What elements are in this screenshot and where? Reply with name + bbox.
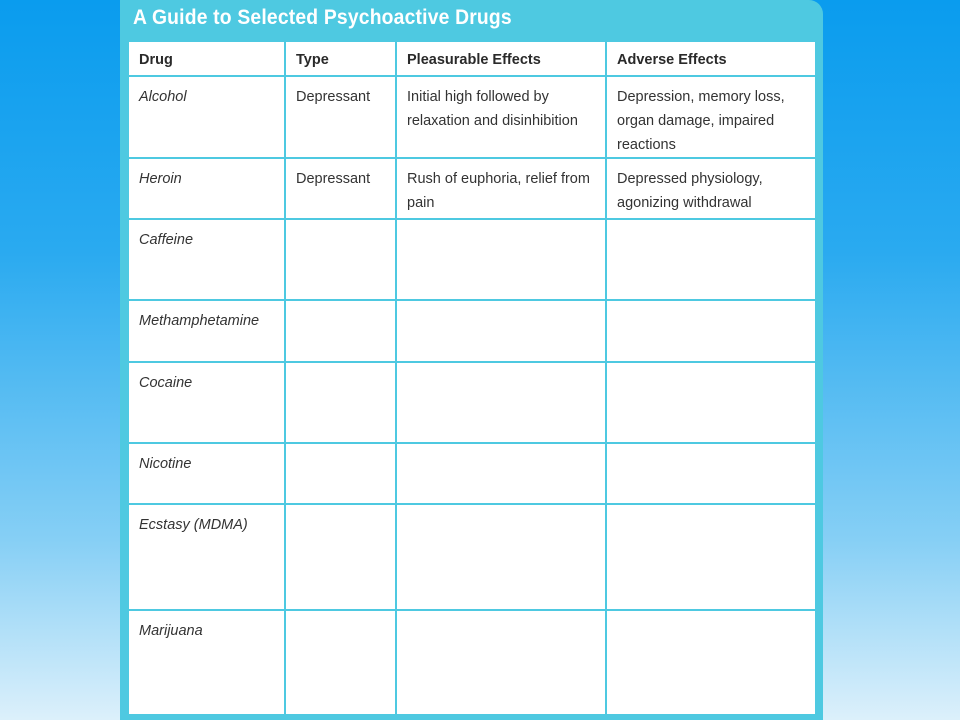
type-cell [285, 504, 396, 610]
adverse-cell [606, 300, 816, 362]
type-cell [285, 610, 396, 715]
table-row-heroin [128, 158, 816, 219]
type-cell [285, 300, 396, 362]
drug-cell: Nicotine [128, 443, 285, 504]
table-row-ecstasy [128, 504, 816, 610]
drug-cell: Caffeine [128, 219, 285, 300]
type-cell [285, 362, 396, 443]
pleasurable-cell: Rush of euphoria, relief from pain [396, 158, 606, 219]
table-header-row [128, 41, 816, 76]
adverse-cell [606, 362, 816, 443]
pleasurable-cell [396, 610, 606, 715]
type-cell [285, 219, 396, 300]
drug-cell: Ecstasy (MDMA) [128, 504, 285, 610]
header-drug: Drug [128, 41, 285, 76]
pleasurable-cell [396, 443, 606, 504]
table-row-nicotine [128, 443, 816, 504]
type-cell: Depressant [285, 76, 396, 158]
drug-cell: Marijuana [128, 610, 285, 715]
pleasurable-cell [396, 219, 606, 300]
header-adverse-effects: Adverse Effects [606, 41, 816, 76]
drug-cell: Heroin [128, 158, 285, 219]
header-pleasurable-effects: Pleasurable Effects [396, 41, 606, 76]
adverse-cell [606, 219, 816, 300]
adverse-cell [606, 443, 816, 504]
table-row-marijuana [128, 610, 816, 715]
drug-cell: Methamphetamine [128, 300, 285, 362]
pleasurable-cell: Initial high followed by relaxation and disinhibition [396, 76, 606, 158]
adverse-cell: Depression, memory loss, organ damage, impaired reactions [606, 76, 816, 158]
table-row-methamphetamine [128, 300, 816, 362]
type-cell: Depressant [285, 158, 396, 219]
adverse-cell [606, 504, 816, 610]
psychoactive-drugs-table [127, 40, 817, 716]
table-container [127, 40, 815, 714]
drug-cell: Cocaine [128, 362, 285, 443]
pleasurable-cell [396, 300, 606, 362]
adverse-cell: Depressed physiology, agonizing withdrawal [606, 158, 816, 219]
table-row-caffeine [128, 219, 816, 300]
page-title: A Guide to Selected Psychoactive Drugs [133, 6, 512, 29]
header-type: Type [285, 41, 396, 76]
table-row-alcohol [128, 76, 816, 158]
table-row-cocaine [128, 362, 816, 443]
pleasurable-cell [396, 504, 606, 610]
type-cell [285, 443, 396, 504]
adverse-cell [606, 610, 816, 715]
pleasurable-cell [396, 362, 606, 443]
drug-cell: Alcohol [128, 76, 285, 158]
guide-panel [120, 0, 823, 720]
